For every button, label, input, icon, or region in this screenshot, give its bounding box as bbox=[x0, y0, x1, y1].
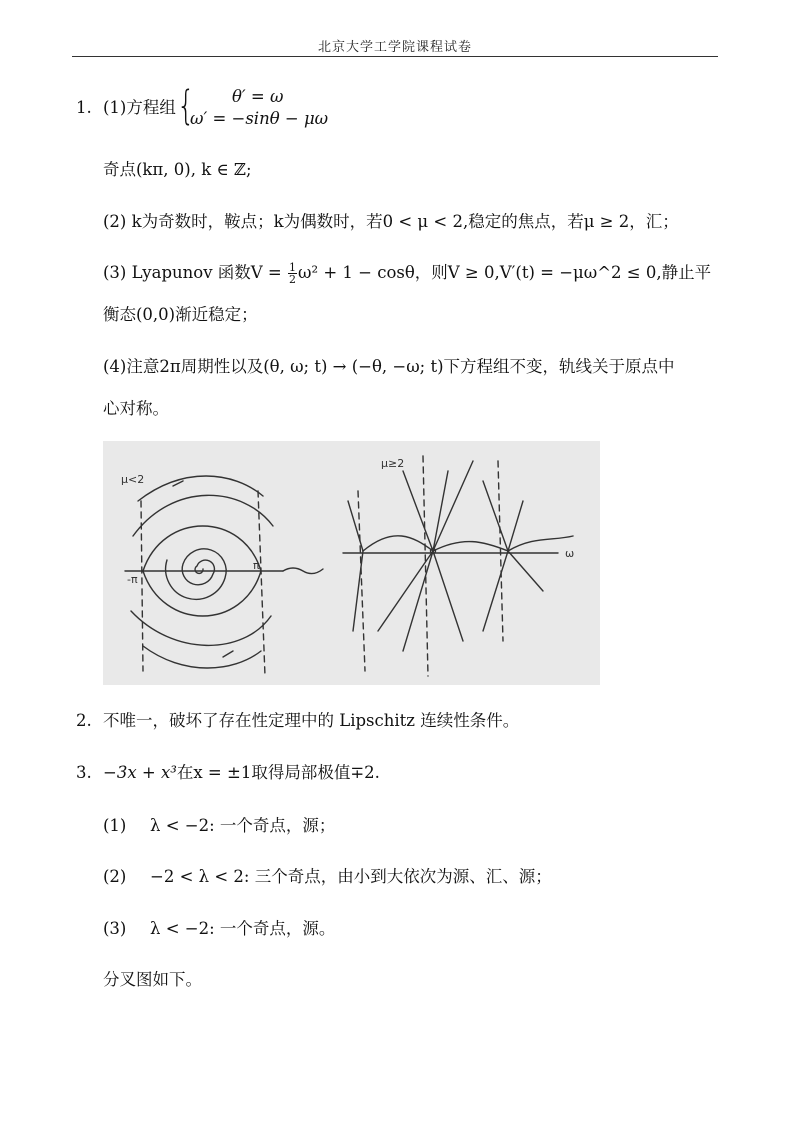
system-brace: { bbox=[177, 83, 195, 129]
q1-part2-text: (2) k为奇数时，鞍点；k为偶数时，若0 < μ < 2,稳定的焦点，若μ ≥ 2，汇； bbox=[103, 212, 679, 231]
spiral-curve bbox=[166, 549, 227, 600]
right-sep-line-pos bbox=[498, 461, 503, 641]
figure-label-left: μ<2 bbox=[121, 473, 145, 486]
figure-tick-neg-pi: -π bbox=[127, 573, 138, 586]
right-sep-line-mid bbox=[423, 456, 428, 676]
q3-item3-label: (3) bbox=[103, 919, 127, 938]
right-traj-1 bbox=[363, 536, 433, 551]
q3-closing-text: 分叉图如下。 bbox=[103, 970, 202, 989]
q2-number: 2. bbox=[76, 711, 92, 730]
right-traj-9 bbox=[483, 481, 508, 551]
singular-points-text: 奇点(kπ, 0), k ∈ ℤ; bbox=[103, 160, 252, 179]
right-traj-10 bbox=[508, 501, 523, 551]
right-traj-12 bbox=[483, 551, 508, 631]
right-traj-4 bbox=[433, 471, 448, 551]
q3-extrema-text: 在x = ±1取得局部极值∓2. bbox=[176, 763, 380, 782]
right-traj-7 bbox=[403, 551, 433, 651]
part3-suffix: ω² + 1 − cosθ，则V ≥ 0,V′(t) = −μω^2 ≤ 0,静止平 bbox=[298, 263, 712, 282]
header-rule bbox=[72, 56, 718, 57]
q1-part4-line1: (4)注意2π周期性以及(θ, ω; t) → (−θ, −ω; t)下方程组不变，轨线关于原点中 bbox=[103, 357, 675, 376]
part3-prefix: (3) Lyapunov 函数V = bbox=[103, 263, 287, 282]
equation-1: θ′ = ω bbox=[232, 87, 284, 106]
q3-item1-text: λ < −2: 一个奇点，源； bbox=[150, 816, 336, 835]
q3-item1-label: (1) bbox=[103, 816, 127, 835]
q3-expression: −3x + x³ bbox=[103, 763, 177, 782]
q3-number: 3. bbox=[76, 763, 92, 782]
q1-part3-line1 bbox=[103, 262, 711, 285]
right-traj-5 bbox=[433, 461, 473, 551]
q3-item3-text: λ < −2: 一个奇点，源。 bbox=[150, 919, 336, 938]
q1-part1-label: (1)方程组 bbox=[103, 98, 176, 117]
q2-text: 不唯一，破坏了存在性定理中的 Lipschitz 连续性条件。 bbox=[103, 711, 520, 730]
right-traj-6 bbox=[378, 551, 433, 631]
q1-part3-line2: 衡态(0,0)渐近稳定； bbox=[103, 305, 258, 324]
left-flow-arrow-2 bbox=[223, 651, 233, 657]
right-traj-11 bbox=[508, 551, 543, 591]
right-traj-14 bbox=[348, 501, 363, 551]
left-squiggle bbox=[283, 568, 323, 574]
figure-axis-omega: ω bbox=[565, 547, 575, 560]
figure-label-right: μ≥2 bbox=[381, 457, 405, 470]
phase-portrait-sketch bbox=[103, 441, 600, 685]
right-traj-8 bbox=[433, 551, 463, 641]
left-orbit-4 bbox=[138, 476, 263, 501]
q3-item2-label: (2) bbox=[103, 867, 127, 886]
left-orbit-2 bbox=[133, 495, 273, 536]
q1-part4-line2: 心对称。 bbox=[103, 399, 169, 418]
page-header: 北京大学工学院课程试卷 bbox=[317, 40, 472, 55]
q3-text bbox=[103, 762, 380, 784]
q1-number: 1. bbox=[76, 98, 92, 117]
right-traj-3 bbox=[403, 471, 433, 551]
one-half-fraction: $\frac{1}{2}$ bbox=[289, 261, 296, 286]
left-sep-line-pos bbox=[258, 491, 265, 676]
left-orbit-5 bbox=[143, 646, 261, 668]
phase-portrait-figure bbox=[103, 441, 600, 685]
right-traj-2 bbox=[433, 542, 508, 551]
q3-item2-text: −2 < λ < 2: 三个奇点，由小到大依次为源、汇、源； bbox=[150, 867, 552, 886]
equation-2: ω′ = −sinθ − μω bbox=[190, 109, 329, 128]
figure-tick-pi: π bbox=[253, 559, 260, 572]
right-traj-15 bbox=[508, 536, 573, 551]
